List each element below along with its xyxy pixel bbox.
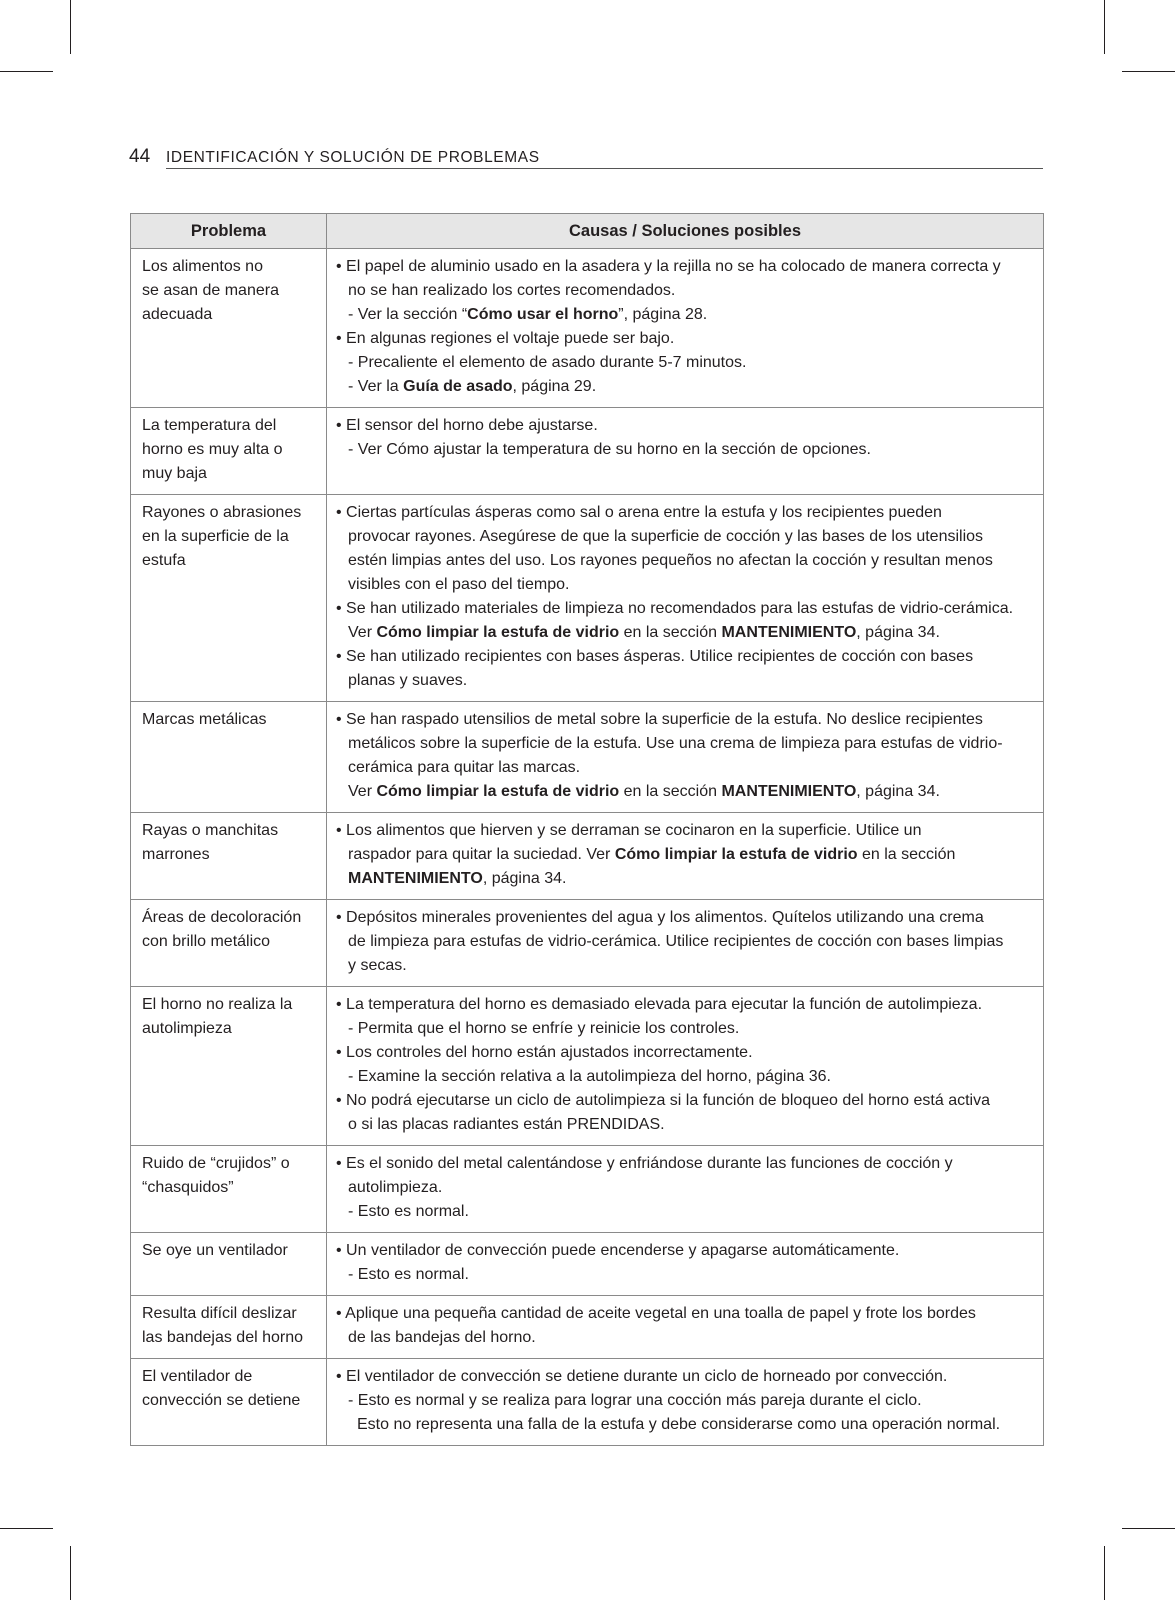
cause-text-line xyxy=(336,843,1035,867)
problem-text-line: marrones xyxy=(142,846,210,863)
text-run: - Precaliente el elemento de asado durante 5-7 minutos. xyxy=(348,354,747,371)
text-run: Ver xyxy=(348,624,377,641)
text-run: autolimpieza. xyxy=(348,1179,443,1196)
column-header-problem: Problema xyxy=(131,214,327,249)
problem-text-line: “chasquidos” xyxy=(142,1179,234,1196)
problem-text-line: horno es muy alta o xyxy=(142,441,283,458)
problem-text-line: Se oye un ventilador xyxy=(142,1242,288,1259)
cause-bullet xyxy=(336,819,1035,843)
troubleshooting-table xyxy=(130,213,1044,1446)
bold-reference: Guía de asado xyxy=(403,378,513,395)
table-row xyxy=(131,495,1044,702)
cause-bullet xyxy=(336,1041,1035,1065)
text-run: planas y suaves. xyxy=(348,672,468,689)
cause-text-line xyxy=(336,375,1035,399)
crop-mark xyxy=(70,0,71,54)
column-header-causes: Causas / Soluciones posibles xyxy=(327,214,1044,249)
problem-text-line: Rayones o abrasiones xyxy=(142,504,302,521)
text-run: visibles con el paso del tiempo. xyxy=(348,576,570,593)
cause-text-line xyxy=(336,1200,1035,1224)
header-rule xyxy=(166,168,1043,169)
text-run: • En algunas regiones el voltaje puede ser bajo. xyxy=(336,330,675,347)
problem-text-line: El ventilador de xyxy=(142,1368,253,1385)
crop-mark xyxy=(1104,0,1105,54)
problem-cell xyxy=(131,813,327,900)
problem-text-line: adecuada xyxy=(142,306,213,323)
text-run: en la sección xyxy=(619,624,722,641)
text-run: y secas. xyxy=(348,957,407,974)
cause-text-line xyxy=(336,1065,1035,1089)
text-run: - Esto es normal. xyxy=(348,1203,469,1220)
cause-text-line xyxy=(336,867,1035,891)
table-row xyxy=(131,900,1044,987)
causes-cell xyxy=(327,1296,1044,1359)
cause-text-line xyxy=(336,954,1035,978)
text-run: raspador para quitar la suciedad. Ver xyxy=(348,846,615,863)
problem-text-line: Los alimentos no xyxy=(142,258,263,275)
text-run: de limpieza para estufas de vidrio-cerámica. Utilice recipientes de cocción con bases limpias xyxy=(348,933,1004,950)
problem-cell xyxy=(131,1296,327,1359)
text-run: • Es el sonido del metal calentándose y enfriándose durante las funciones de cocción y xyxy=(336,1155,953,1172)
problem-cell xyxy=(131,1233,327,1296)
table-body xyxy=(131,249,1044,1446)
cause-text-line xyxy=(336,438,1035,462)
crop-mark xyxy=(70,1546,71,1600)
table-row xyxy=(131,249,1044,408)
problem-text-line: Rayas o manchitas xyxy=(142,822,279,839)
causes-cell xyxy=(327,1359,1044,1446)
cause-bullet xyxy=(336,1365,1035,1389)
causes-cell xyxy=(327,249,1044,408)
cause-text-line xyxy=(336,279,1035,303)
text-run: provocar rayones. Asegúrese de que la superficie de cocción y las bases de los utensilios xyxy=(348,528,984,545)
cause-text-line xyxy=(336,549,1035,573)
cause-text-line xyxy=(336,1017,1035,1041)
causes-cell xyxy=(327,900,1044,987)
causes-cell xyxy=(327,495,1044,702)
table-header-row xyxy=(131,214,1044,249)
table-row xyxy=(131,813,1044,900)
cause-bullet xyxy=(336,1302,1035,1326)
section-title: IDENTIFICACIÓN Y SOLUCIÓN DE PROBLEMAS xyxy=(166,149,540,166)
cause-bullet xyxy=(336,255,1035,279)
text-run: cerámica para quitar las marcas. xyxy=(348,759,581,776)
crop-mark xyxy=(1122,71,1175,72)
problem-cell xyxy=(131,495,327,702)
cause-text-line xyxy=(336,573,1035,597)
text-run: en la sección xyxy=(857,846,956,863)
problem-text-line: estufa xyxy=(142,552,186,569)
problem-text-line: en la superficie de la xyxy=(142,528,289,545)
table-row xyxy=(131,702,1044,813)
page-header xyxy=(129,146,1043,168)
table-row xyxy=(131,1233,1044,1296)
text-run: • No podrá ejecutarse un ciclo de autolimpieza si la función de bloqueo del horno está activa xyxy=(336,1092,991,1109)
text-run: - Esto es normal y se realiza para lograr una cocción más pareja durante el ciclo. xyxy=(348,1392,922,1409)
text-run: • Se han utilizado recipientes con bases ásperas. Utilice recipientes de cocción con bases xyxy=(336,648,974,665)
text-run: o si las placas radiantes están PRENDIDAS. xyxy=(348,1116,665,1133)
causes-cell xyxy=(327,1146,1044,1233)
text-run: - Ver Cómo ajustar la temperatura de su horno en la sección de opciones. xyxy=(348,441,871,458)
cause-bullet xyxy=(336,501,1035,525)
text-run: - Ver la xyxy=(348,378,404,395)
causes-cell xyxy=(327,408,1044,495)
text-run: , página 34. xyxy=(856,783,940,800)
table-row xyxy=(131,1359,1044,1446)
problem-cell xyxy=(131,1359,327,1446)
bold-reference: Cómo usar el horno xyxy=(467,306,619,323)
problem-text-line: se asan de manera xyxy=(142,282,279,299)
text-run: • Se han raspado utensilios de metal sobre la superficie de la estufa. No deslice recipientes xyxy=(336,711,983,728)
table-row xyxy=(131,1296,1044,1359)
text-run: • El ventilador de convección se detiene durante un ciclo de horneado por convección. xyxy=(336,1368,948,1385)
bold-reference: MANTENIMIENTO xyxy=(721,783,857,800)
table-row xyxy=(131,987,1044,1146)
problem-text-line: autolimpieza xyxy=(142,1020,232,1037)
crop-mark xyxy=(0,1528,53,1529)
text-run: , página 34. xyxy=(482,870,567,887)
cause-bullet xyxy=(336,597,1035,621)
cause-text-line xyxy=(336,1263,1035,1287)
bold-reference: MANTENIMIENTO xyxy=(721,624,857,641)
problem-text-line: convección se detiene xyxy=(142,1392,301,1409)
cause-bullet xyxy=(336,906,1035,930)
text-run: • Depósitos minerales provenientes del agua y los alimentos. Quítelos utilizando una crema xyxy=(336,909,984,926)
text-run: Ver xyxy=(348,783,377,800)
cause-bullet xyxy=(336,1239,1035,1263)
cause-bullet xyxy=(336,327,1035,351)
cause-text-line xyxy=(336,1113,1035,1137)
problem-text-line: Marcas metálicas xyxy=(142,711,267,728)
causes-cell xyxy=(327,1233,1044,1296)
bold-reference: Cómo limpiar la estufa de vidrio xyxy=(614,846,858,863)
text-run: ”, página 28. xyxy=(618,306,708,323)
problem-text-line: Áreas de decoloración xyxy=(142,909,302,926)
problem-text-line: La temperatura del xyxy=(142,417,277,434)
text-run: no se han realizado los cortes recomendados. xyxy=(348,282,676,299)
cause-text-line xyxy=(336,1326,1035,1350)
cause-bullet xyxy=(336,708,1035,732)
text-run: metálicos sobre la superficie de la estufa. Use una crema de limpieza para estufas de vidrio- xyxy=(348,735,1003,752)
cause-bullet xyxy=(336,645,1035,669)
bold-reference: Cómo limpiar la estufa de vidrio xyxy=(376,783,620,800)
problem-cell xyxy=(131,249,327,408)
problem-text-line: con brillo metálico xyxy=(142,933,271,950)
cause-text-line xyxy=(336,756,1035,780)
text-run: • Se han utilizado materiales de limpieza no recomendados para las estufas de vidrio-cerámica. xyxy=(336,600,1014,617)
text-run: • Aplique una pequeña cantidad de aceite vegetal en una toalla de papel y frote los bordes xyxy=(336,1305,976,1322)
text-run: , página 29. xyxy=(512,378,597,395)
cause-text-line xyxy=(336,1389,1035,1413)
problem-text-line: las bandejas del horno xyxy=(142,1329,304,1346)
cause-bullet xyxy=(336,993,1035,1017)
problem-text-line: Resulta difícil deslizar xyxy=(142,1305,297,1322)
text-run: • Los alimentos que hierven y se derraman se cocinaron en la superficie. Utilice un xyxy=(336,822,922,839)
table-row xyxy=(131,408,1044,495)
cause-bullet xyxy=(336,1089,1035,1113)
crop-mark xyxy=(1104,1546,1105,1600)
text-run: • Los controles del horno están ajustados incorrectamente. xyxy=(336,1044,753,1061)
causes-cell xyxy=(327,987,1044,1146)
text-run: • Un ventilador de convección puede encenderse y apagarse automáticamente. xyxy=(336,1242,900,1259)
cause-text-line xyxy=(336,621,1035,645)
text-run: estén limpias antes del uso. Los rayones pequeños no afectan la cocción y resultan menos xyxy=(348,552,993,569)
bold-reference: MANTENIMIENTO xyxy=(348,870,483,887)
cause-bullet xyxy=(336,1152,1035,1176)
text-run: - Ver la sección “ xyxy=(348,306,468,323)
crop-mark xyxy=(0,71,53,72)
causes-cell xyxy=(327,702,1044,813)
text-run: - Esto es normal. xyxy=(348,1266,469,1283)
problem-cell xyxy=(131,987,327,1146)
bold-reference: Cómo limpiar la estufa de vidrio xyxy=(376,624,620,641)
cause-text-line xyxy=(336,732,1035,756)
causes-cell xyxy=(327,813,1044,900)
problem-cell xyxy=(131,408,327,495)
crop-mark xyxy=(1122,1528,1175,1529)
cause-text-line xyxy=(336,351,1035,375)
problem-cell xyxy=(131,900,327,987)
table-row xyxy=(131,1146,1044,1233)
text-run: en la sección xyxy=(619,783,722,800)
problem-text-line: El horno no realiza la xyxy=(142,996,293,1013)
problem-cell xyxy=(131,702,327,813)
cause-text-line xyxy=(336,669,1035,693)
text-run: • Ciertas partículas ásperas como sal o arena entre la estufa y los recipientes pueden xyxy=(336,504,942,521)
cause-text-line xyxy=(336,1176,1035,1200)
text-run: • El papel de aluminio usado en la asadera y la rejilla no se ha colocado de manera correcta y xyxy=(336,258,1001,275)
cause-text-line xyxy=(336,1413,1035,1437)
text-run: Esto no representa una falla de la estufa y debe considerarse como una operación normal. xyxy=(357,1416,1001,1433)
cause-text-line xyxy=(336,780,1035,804)
problem-text-line: muy baja xyxy=(142,465,207,482)
cause-bullet xyxy=(336,414,1035,438)
text-run: - Permita que el horno se enfríe y reinicie los controles. xyxy=(348,1020,740,1037)
text-run: , página 34. xyxy=(856,624,940,641)
text-run: - Examine la sección relativa a la autolimpieza del horno, página 36. xyxy=(348,1068,831,1085)
page-number: 44 xyxy=(129,146,151,167)
cause-text-line xyxy=(336,303,1035,327)
cause-text-line xyxy=(336,525,1035,549)
problem-cell xyxy=(131,1146,327,1233)
problem-text-line: Ruido de “crujidos” o xyxy=(142,1155,290,1172)
text-run: de las bandejas del horno. xyxy=(348,1329,536,1346)
text-run: • El sensor del horno debe ajustarse. xyxy=(336,417,598,434)
text-run: • La temperatura del horno es demasiado elevada para ejecutar la función de autolimpieza. xyxy=(336,996,983,1013)
cause-text-line xyxy=(336,930,1035,954)
